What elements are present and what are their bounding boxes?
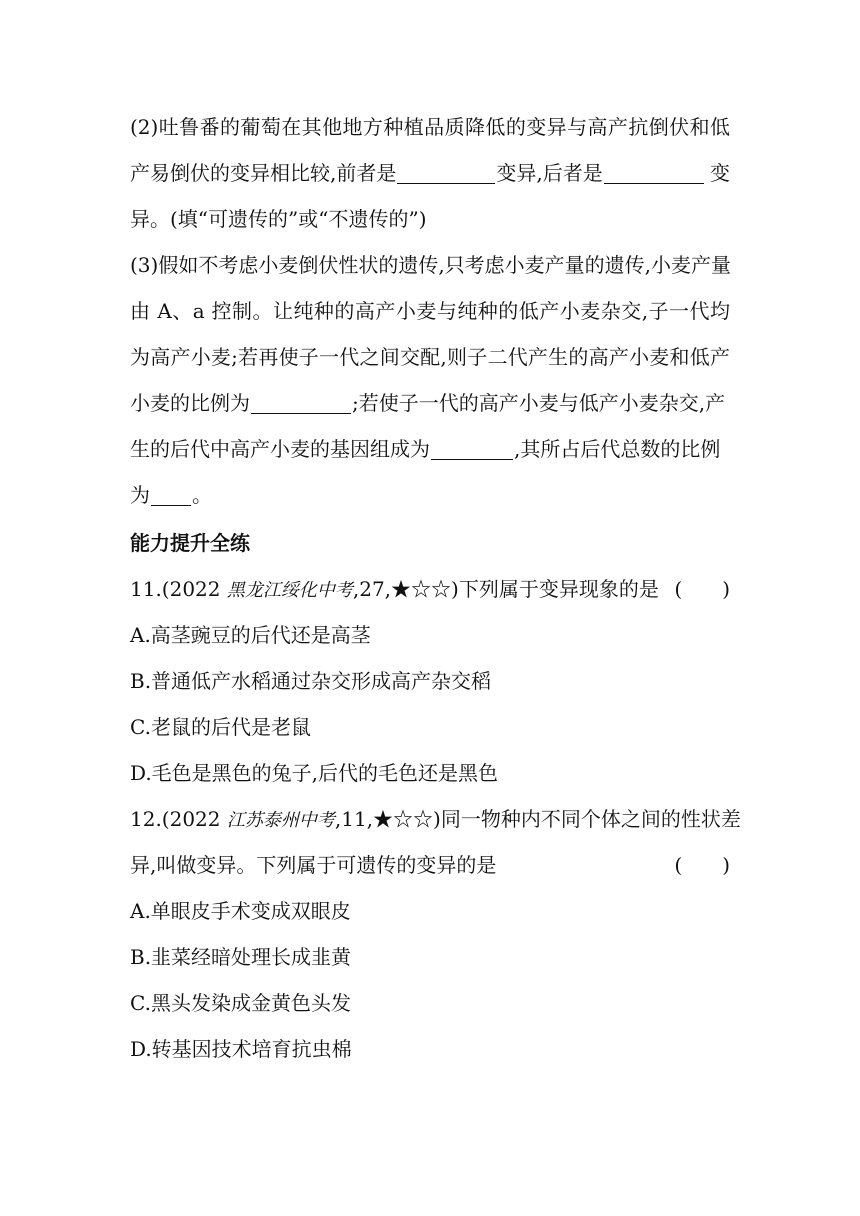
- q3-line-3: 为高产小麦;若再使子一代之间交配,则子二代产生的高产小麦和低产: [130, 345, 730, 369]
- q11-source: 黑龙江绥化中考: [226, 580, 353, 601]
- q2-line-2: [130, 150, 730, 196]
- q3-line-4: [130, 380, 730, 426]
- q12-option-d[interactable]: D.转基因技术培育抗虫棉: [130, 1037, 352, 1061]
- q12-stem-1: [130, 796, 741, 842]
- q3-text-6b: 。: [192, 483, 212, 507]
- q12-source: 江苏泰州中考: [226, 810, 335, 831]
- q3-line-2: 由 A、a 控制。让纯种的高产小麦与纯种的低产小麦杂交,子一代均: [130, 299, 730, 323]
- q3-text-5b: ,其所占后代总数的比例: [514, 437, 721, 461]
- q12-option-a[interactable]: A.单眼皮手术变成双眼皮: [130, 899, 351, 923]
- q12-option-c[interactable]: C.黑头发染成金黄色头发: [130, 991, 351, 1015]
- section-title: 能力提升全练: [130, 531, 250, 555]
- q11-stem-text: 下列属于变异现象的是: [458, 577, 659, 601]
- q12-stem-text-2: 异,叫做变异。下列属于可遗传的变异的是: [130, 853, 497, 877]
- q12-answer-paren[interactable]: ( ): [674, 853, 730, 877]
- q3-blank-2[interactable]: [431, 429, 513, 460]
- q3-line-5: [130, 426, 730, 472]
- q3-text-4a: 小麦的比例为: [130, 391, 250, 415]
- q2-line-3: 异。(填“可遗传的”或“不遗传的”): [130, 207, 427, 231]
- q12-stem-2: [130, 842, 730, 888]
- document-content: [130, 104, 741, 1072]
- q11-answer-paren[interactable]: ( ): [674, 577, 730, 601]
- q11-option-b[interactable]: B.普通低产水稻通过杂交形成高产杂交稻: [130, 669, 492, 693]
- q12-option-b[interactable]: B.韭菜经暗处理长成韭黄: [130, 945, 352, 969]
- q11-option-c[interactable]: C.老鼠的后代是老鼠: [130, 715, 311, 739]
- q11-number: 11.(2022: [130, 577, 227, 601]
- q2-blank-2[interactable]: [604, 153, 704, 184]
- q11-option-a[interactable]: A.高茎豌豆的后代还是高茎: [130, 623, 371, 647]
- q3-text-5a: 生的后代中高产小麦的基因组成为: [130, 437, 430, 461]
- q11-stem: [130, 566, 730, 612]
- q2-text-b: 变异,后者是: [496, 161, 603, 185]
- q12-number: 12.(2022: [130, 807, 227, 831]
- q11-meta: ,27,★☆☆): [352, 577, 459, 601]
- q2-text-a: 产易倒伏的变异相比较,前者是: [130, 161, 397, 185]
- q11-option-d[interactable]: D.毛色是黑色的兔子,后代的毛色还是黑色: [130, 761, 499, 785]
- q12-stem-text-1: 同一物种内不同个体之间的性状差: [440, 807, 741, 831]
- q2-blank-1[interactable]: [397, 153, 495, 184]
- q2-text-c: 变: [710, 161, 730, 185]
- q3-line-1: (3)假如不考虑小麦倒伏性状的遗传,只考虑小麦产量的遗传,小麦产量: [130, 253, 732, 277]
- q3-blank-1[interactable]: [251, 383, 351, 414]
- q3-line-6: [130, 472, 730, 518]
- q3-blank-3[interactable]: [151, 475, 191, 506]
- q3-text-6a: 为: [130, 483, 150, 507]
- q12-meta: ,11,★☆☆): [334, 807, 441, 831]
- q2-line-1: (2)吐鲁番的葡萄在其他地方种植品质降低的变异与高产抗倒伏和低: [130, 115, 730, 139]
- q3-text-4b: ;若使子一代的高产小麦与低产小麦杂交,产: [352, 391, 726, 415]
